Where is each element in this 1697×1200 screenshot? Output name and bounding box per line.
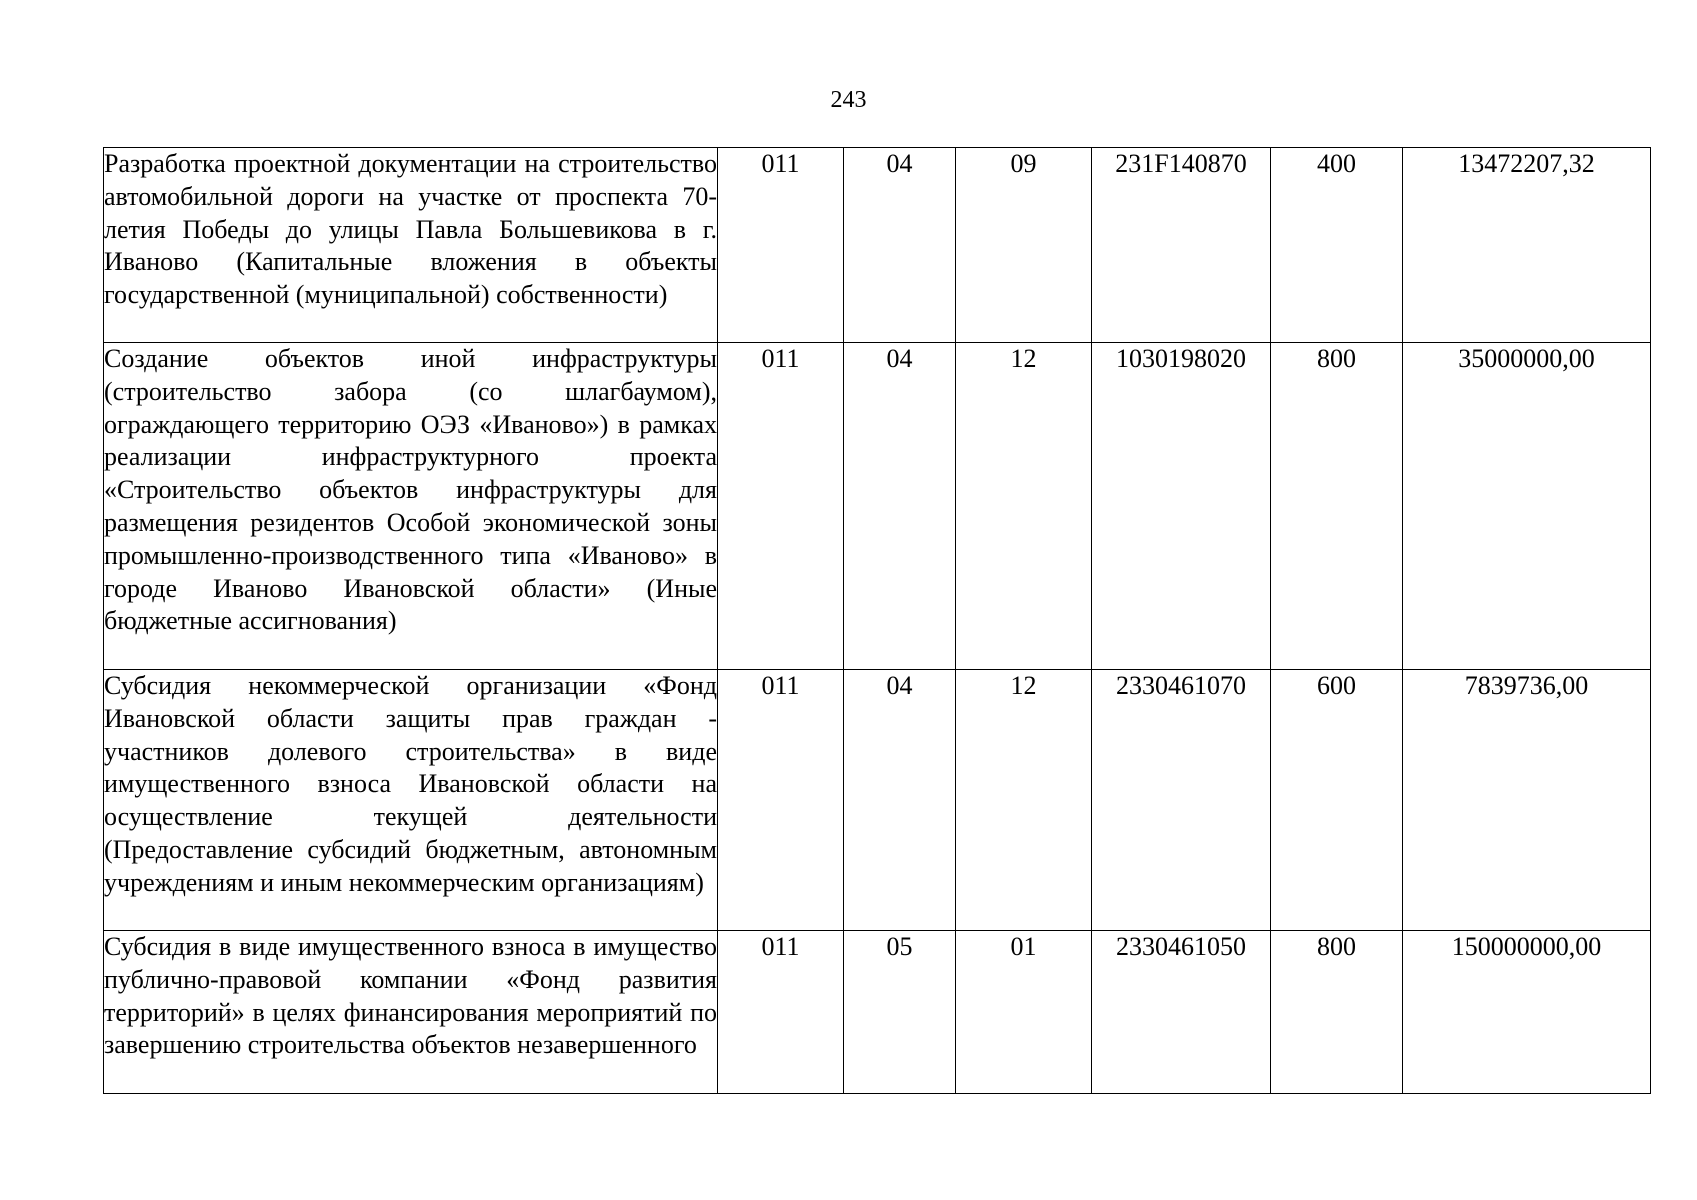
row-description: Субсидия некоммерческой организации «Фонд Ивановской области защиты прав граждан - участников долевого строительства» в виде имущественного взноса Ивановской области на осуществление текущей деятельности (Предоставление субсидий бюджетным, автономным учреждениям и иным некоммерческим организациям) bbox=[104, 670, 718, 931]
subsection-code: 12 bbox=[956, 670, 1092, 931]
budget-table bbox=[103, 147, 1651, 1094]
row-description: Субсидия в виде имущественного взноса в имущество публично-правовой компании «Фонд развития территорий» в целях финансирования мероприятий по завершению строительства объектов незавершенного bbox=[104, 931, 718, 1094]
table-row bbox=[104, 670, 1651, 931]
table-row bbox=[104, 931, 1651, 1094]
target-article-code: 2330461070 bbox=[1092, 670, 1271, 931]
subsection-code: 09 bbox=[956, 148, 1092, 343]
subsection-code: 01 bbox=[956, 931, 1092, 1094]
row-description: Создание объектов иной инфраструктуры (строительство забора (со шлагбаумом), ограждающего территорию ОЭЗ «Иваново») в рамках реализации инфраструктурного проекта «Строительство объектов инфраструктуры для размещения резидентов Особой экономической зоны промышленно-производственного типа «Иваново» в городе Иваново Ивановской области» (Иные бюджетные ассигнования) bbox=[104, 343, 718, 670]
subsection-code: 12 bbox=[956, 343, 1092, 670]
section-code: 04 bbox=[844, 343, 956, 670]
amount: 7839736,00 bbox=[1403, 670, 1651, 931]
page-number: 243 bbox=[830, 87, 867, 113]
expense-type-code: 400 bbox=[1271, 148, 1403, 343]
amount: 35000000,00 bbox=[1403, 343, 1651, 670]
ministry-code: 011 bbox=[718, 931, 844, 1094]
table-row bbox=[104, 148, 1651, 343]
expense-type-code: 800 bbox=[1271, 343, 1403, 670]
amount: 150000000,00 bbox=[1403, 931, 1651, 1094]
target-article-code: 2330461050 bbox=[1092, 931, 1271, 1094]
table-row bbox=[104, 343, 1651, 670]
row-description: Разработка проектной документации на строительство автомобильной дороги на участке от проспекта 70-летия Победы до улицы Павла Большевикова в г. Иваново (Капитальные вложения в объекты государственной (муниципальной) собственности) bbox=[104, 148, 718, 343]
target-article-code: 231F140870 bbox=[1092, 148, 1271, 343]
section-code: 04 bbox=[844, 670, 956, 931]
target-article-code: 1030198020 bbox=[1092, 343, 1271, 670]
amount: 13472207,32 bbox=[1403, 148, 1651, 343]
expense-type-code: 800 bbox=[1271, 931, 1403, 1094]
section-code: 05 bbox=[844, 931, 956, 1094]
ministry-code: 011 bbox=[718, 670, 844, 931]
ministry-code: 011 bbox=[718, 148, 844, 343]
expense-type-code: 600 bbox=[1271, 670, 1403, 931]
ministry-code: 011 bbox=[718, 343, 844, 670]
section-code: 04 bbox=[844, 148, 956, 343]
